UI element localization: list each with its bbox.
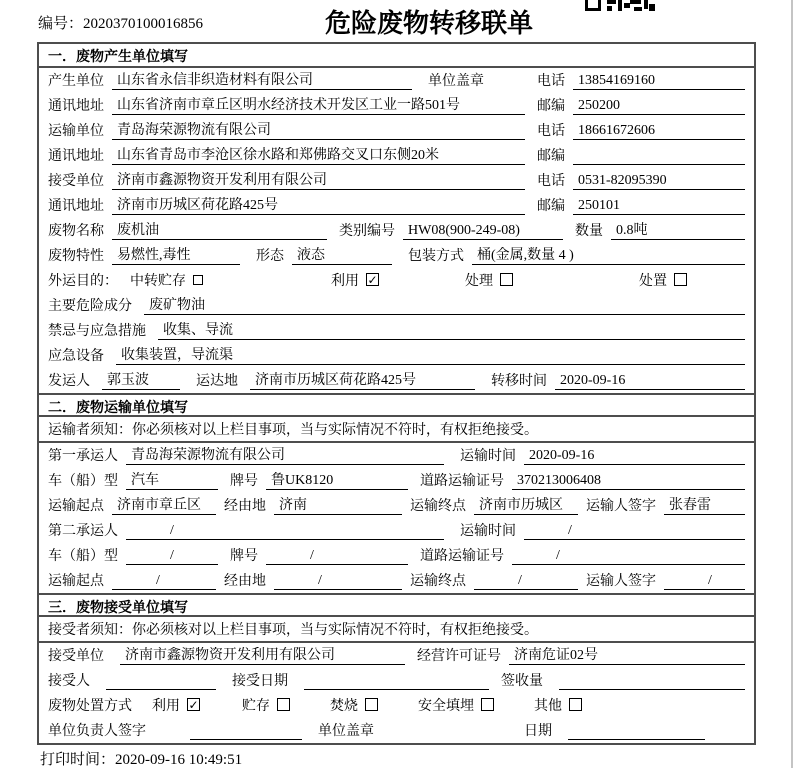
sign1-value: 张春雷 bbox=[664, 497, 745, 515]
transfer-time-label: 转移时间 bbox=[491, 374, 547, 389]
license-value: 济南危证02号 bbox=[509, 647, 745, 665]
via2-value: / bbox=[274, 572, 402, 590]
waste-name-value: 废机油 bbox=[112, 222, 327, 240]
receiver-label: 接受单位 bbox=[48, 174, 104, 189]
print-time-value: 2020-09-16 10:49:51 bbox=[115, 752, 243, 768]
phone1-value: 13854169160 bbox=[573, 72, 745, 90]
disposal-option-store bbox=[242, 695, 290, 715]
purpose-option-dispose bbox=[639, 270, 687, 290]
accept-date-value bbox=[304, 689, 489, 690]
disposal-method-row bbox=[39, 693, 754, 718]
received-qty-label: 签收量 bbox=[501, 674, 543, 689]
disposal-option-label: 安全填埋 bbox=[418, 699, 474, 714]
waste-name-label: 废物名称 bbox=[48, 224, 104, 239]
receiver-notice-label: 接受者须知： bbox=[48, 623, 132, 638]
phone3-label: 电话 bbox=[537, 174, 565, 189]
section3-heading: 三．废物接受单位填写 bbox=[39, 593, 754, 617]
purpose-option-label: 处置 bbox=[639, 274, 667, 289]
purpose-option-label: 中转贮存 bbox=[130, 274, 186, 289]
receiver-value: 济南市鑫源物资开发利用有限公司 bbox=[112, 172, 525, 190]
transporter-notice-row bbox=[39, 417, 754, 443]
plate2-value: / bbox=[266, 547, 408, 565]
packaging-value: 桶(金属,数量 4 ) bbox=[472, 247, 745, 265]
checkbox-treat bbox=[500, 273, 513, 286]
print-time-label: 打印时间： bbox=[40, 752, 116, 768]
zip3-value: 250101 bbox=[573, 197, 745, 215]
transporter-row bbox=[39, 118, 754, 143]
sender-row bbox=[39, 368, 754, 393]
addr1-value: 山东省济南市章丘区明水经济技术开发区工业一路501号 bbox=[112, 97, 525, 115]
route1-row bbox=[39, 493, 754, 518]
quantity-value: 0.8吨 bbox=[611, 222, 745, 240]
purpose-option-treat bbox=[465, 270, 513, 290]
addr1-label: 通讯地址 bbox=[48, 99, 104, 114]
quantity-label: 数量 bbox=[575, 224, 603, 239]
phone3-value: 0531-82095390 bbox=[573, 172, 745, 190]
purpose-option-label: 处理 bbox=[465, 274, 493, 289]
disposal-option-label: 贮存 bbox=[242, 699, 270, 714]
waste-name-row bbox=[39, 218, 754, 243]
receiver-row bbox=[39, 168, 754, 193]
disposal-option-incinerate bbox=[330, 695, 378, 715]
origin1-value: 济南市章丘区 bbox=[112, 497, 216, 515]
carrier2-value: / bbox=[126, 522, 444, 540]
disposal-option-landfill bbox=[418, 695, 494, 715]
sender-value: 郭玉波 bbox=[102, 372, 180, 390]
recipient-row bbox=[39, 668, 754, 693]
carrier1-row bbox=[39, 443, 754, 468]
disposal-label: 废物处置方式 bbox=[48, 699, 132, 714]
carrier1-value: 青岛海荣源物流有限公司 bbox=[126, 447, 444, 465]
producer-label: 产生单位 bbox=[48, 74, 104, 89]
responsible-sign-value bbox=[190, 739, 302, 740]
via1-value: 济南 bbox=[274, 497, 402, 515]
emergency-equipment-row bbox=[39, 343, 754, 368]
checkbox-disposal-other bbox=[569, 698, 582, 711]
vehicle1-label: 车（船）型 bbox=[48, 474, 118, 489]
time2-label: 运输时间 bbox=[460, 524, 516, 539]
end2-value: / bbox=[474, 572, 578, 590]
manifest-form bbox=[37, 42, 756, 745]
recipient-label: 接受人 bbox=[48, 674, 90, 689]
unit-seal-label: 单位盖章 bbox=[428, 74, 484, 89]
disposal-option-label: 利用 bbox=[152, 699, 180, 714]
transfer-time-value: 2020-09-16 bbox=[555, 372, 745, 390]
checkbox-disposal-store bbox=[277, 698, 290, 711]
waste-traits-row bbox=[39, 243, 754, 268]
date-value bbox=[568, 739, 705, 740]
transporter-label: 运输单位 bbox=[48, 124, 104, 139]
zip2-value bbox=[573, 164, 745, 165]
hazard-label: 主要危险成分 bbox=[48, 299, 132, 314]
document-number bbox=[38, 12, 203, 33]
responsible-sign-label: 单位负责人签字 bbox=[48, 724, 146, 739]
accepting-unit-label: 接受单位 bbox=[48, 649, 104, 664]
dest-label: 运达地 bbox=[196, 374, 238, 389]
zip1-value: 250200 bbox=[573, 97, 745, 115]
sign2-label: 运输人签字 bbox=[586, 574, 656, 589]
via2-label: 经由地 bbox=[224, 574, 266, 589]
checkbox-disposal-landfill bbox=[481, 698, 494, 711]
receiver-address-row bbox=[39, 193, 754, 218]
end1-value: 济南市历城区 bbox=[474, 497, 578, 515]
road-cert1-value: 370213006408 bbox=[512, 472, 745, 490]
accept-date-label: 接受日期 bbox=[232, 674, 288, 689]
purpose-option-transfer-storage bbox=[130, 270, 203, 290]
route2-row bbox=[39, 568, 754, 593]
checkbox-disposal-incinerate bbox=[365, 698, 378, 711]
addr2-value: 山东省青岛市李沧区徐水路和郑佛路交叉口东侧20米 bbox=[112, 147, 525, 165]
producer-row bbox=[39, 68, 754, 93]
section1-heading: 一．废物产生单位填写 bbox=[39, 44, 754, 68]
phone2-value: 18661672606 bbox=[573, 122, 745, 140]
transporter-value: 青岛海荣源物流有限公司 bbox=[112, 122, 525, 140]
category-label: 类别编号 bbox=[339, 224, 395, 239]
transfer-purpose-row bbox=[39, 268, 754, 293]
packaging-label: 包装方式 bbox=[408, 249, 464, 264]
responsible-signature-row bbox=[39, 718, 754, 743]
addr2-label: 通讯地址 bbox=[48, 149, 104, 164]
dest-value: 济南市历城区荷花路425号 bbox=[250, 372, 475, 390]
hazard-components-row bbox=[39, 293, 754, 318]
zip3-label: 邮编 bbox=[537, 199, 565, 214]
disposal-option-utilize bbox=[152, 695, 200, 715]
document-number-label: 编号： bbox=[38, 16, 84, 32]
taboo-value: 收集、导流 bbox=[158, 322, 745, 340]
transporter-notice-label: 运输者须知： bbox=[48, 423, 132, 438]
vehicle2-row bbox=[39, 543, 754, 568]
vehicle2-label: 车（船）型 bbox=[48, 549, 118, 564]
origin2-value: / bbox=[112, 572, 216, 590]
addr3-label: 通讯地址 bbox=[48, 199, 104, 214]
phone1-label: 电话 bbox=[537, 74, 565, 89]
document-header bbox=[0, 0, 796, 42]
category-value: HW08(900-249-08) bbox=[403, 222, 563, 240]
road-cert1-label: 道路运输证号 bbox=[420, 474, 504, 489]
checkbox-dispose bbox=[674, 273, 687, 286]
page-title: 危险废物转移联单 bbox=[325, 9, 534, 38]
producer-value: 山东省永信非织造材料有限公司 bbox=[112, 72, 412, 90]
checkbox-transfer-storage bbox=[193, 275, 203, 285]
unit-seal2-label: 单位盖章 bbox=[318, 724, 374, 739]
transporter-notice-text: 你必须核对以上栏目事项，当与实际情况不符时，有权拒绝接受。 bbox=[132, 423, 538, 438]
disposal-option-label: 焚烧 bbox=[330, 699, 358, 714]
document-number-value: 2020370100016856 bbox=[83, 16, 204, 32]
equipment-value: 收集装置，导流渠 bbox=[116, 347, 745, 365]
received-qty-value bbox=[559, 689, 745, 690]
end1-label: 运输终点 bbox=[410, 499, 466, 514]
sign1-label: 运输人签字 bbox=[586, 499, 656, 514]
section2-heading: 二．废物运输单位填写 bbox=[39, 393, 754, 417]
purpose-label: 外运目的： bbox=[48, 274, 118, 289]
disposal-option-other bbox=[534, 695, 582, 715]
receiver-notice-text: 你必须核对以上栏目事项，当与实际情况不符时，有权拒绝接受。 bbox=[132, 623, 538, 638]
form-value: 液态 bbox=[292, 247, 392, 265]
disposal-option-label: 其他 bbox=[534, 699, 562, 714]
form-label: 形态 bbox=[256, 249, 284, 264]
via1-label: 经由地 bbox=[224, 499, 266, 514]
qr-code-partial-icon bbox=[585, 0, 655, 11]
end2-label: 运输终点 bbox=[410, 574, 466, 589]
producer-address-row bbox=[39, 93, 754, 118]
road-cert2-value: / bbox=[512, 547, 745, 565]
plate2-label: 牌号 bbox=[230, 549, 258, 564]
carrier2-label: 第二承运人 bbox=[48, 524, 118, 539]
addr3-value: 济南市历城区荷花路425号 bbox=[112, 197, 525, 215]
sign2-value: / bbox=[664, 572, 745, 590]
vehicle1-row bbox=[39, 468, 754, 493]
license-label: 经营许可证号 bbox=[417, 649, 501, 664]
traits-value: 易燃性,毒性 bbox=[112, 247, 240, 265]
purpose-option-utilize bbox=[331, 270, 379, 290]
equipment-label: 应急设备 bbox=[48, 349, 104, 364]
carrier1-label: 第一承运人 bbox=[48, 449, 118, 464]
zip2-label: 邮编 bbox=[537, 149, 565, 164]
time1-label: 运输时间 bbox=[460, 449, 516, 464]
sender-label: 发运人 bbox=[48, 374, 90, 389]
print-time bbox=[40, 748, 242, 769]
origin2-label: 运输起点 bbox=[48, 574, 104, 589]
carrier2-row bbox=[39, 518, 754, 543]
road-cert2-label: 道路运输证号 bbox=[420, 549, 504, 564]
accepting-unit-row bbox=[39, 643, 754, 668]
recipient-value bbox=[106, 689, 216, 690]
taboo-label: 禁忌与应急措施 bbox=[48, 324, 146, 339]
page-edge-line bbox=[791, 0, 793, 768]
zip1-label: 邮编 bbox=[537, 99, 565, 114]
vehicle1-value: 汽车 bbox=[126, 472, 218, 490]
time2-value: / bbox=[524, 522, 745, 540]
receiver-notice-row bbox=[39, 617, 754, 643]
time1-value: 2020-09-16 bbox=[524, 447, 745, 465]
accepting-unit-value: 济南市鑫源物资开发利用有限公司 bbox=[120, 647, 405, 665]
vehicle2-value: / bbox=[126, 547, 218, 565]
hazard-value: 废矿物油 bbox=[144, 297, 745, 315]
transporter-address-row bbox=[39, 143, 754, 168]
checkbox-disposal-utilize: ✓ bbox=[188, 697, 199, 712]
taboo-measures-row bbox=[39, 318, 754, 343]
plate1-label: 牌号 bbox=[230, 474, 258, 489]
date-label: 日期 bbox=[524, 724, 552, 739]
checkbox-utilize: ✓ bbox=[367, 272, 378, 287]
purpose-option-label: 利用 bbox=[331, 274, 359, 289]
plate1-value: 鲁UK8120 bbox=[266, 472, 408, 490]
origin1-label: 运输起点 bbox=[48, 499, 104, 514]
traits-label: 废物特性 bbox=[48, 249, 104, 264]
phone2-label: 电话 bbox=[537, 124, 565, 139]
